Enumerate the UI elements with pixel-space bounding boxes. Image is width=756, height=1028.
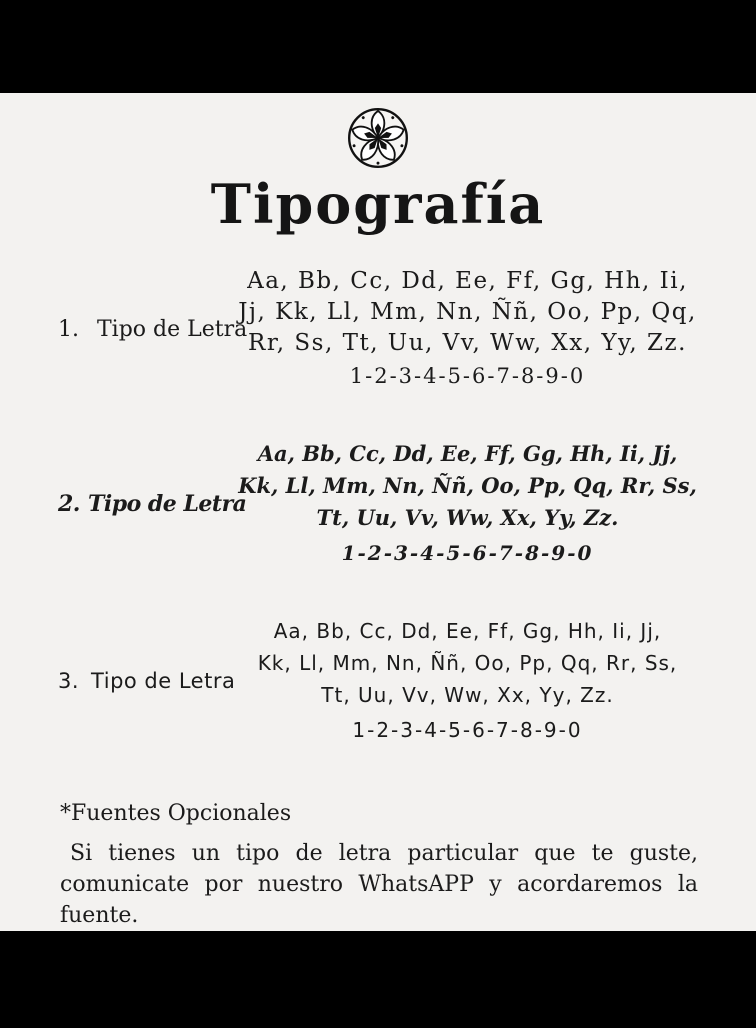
font-option-1-label-text: Tipo de Letra	[97, 316, 248, 342]
optional-fonts-note	[0, 798, 756, 931]
font-option-1-label	[0, 316, 248, 342]
alphabet-line: Jj, Kk, Ll, Mm, Nn, Ññ, Oo, Pp, Qq,	[238, 299, 697, 325]
flower-emblem-icon	[346, 106, 410, 170]
font-option-3-sample	[205, 615, 756, 746]
footnote-body: Si tienes un tipo de letra particular que te guste, comunicate por nuestro WhatsAPP y acordaremos la fuente.	[60, 841, 698, 928]
numbers-line: 1-2-3-4-5-6-7-8-9-0	[341, 541, 594, 565]
bottom-black-bar	[0, 931, 756, 1028]
page-title: Tipografía	[210, 172, 546, 236]
font-option-1	[0, 266, 756, 392]
font-option-1-number: 1.	[58, 316, 79, 342]
font-option-2-sample	[205, 438, 756, 569]
numbers-line: 1-2-3-4-5-6-7-8-9-0	[352, 718, 583, 742]
alphabet-line: Aa, Bb, Cc, Dd, Ee, Ff, Gg, Hh, Ii, Jj,	[273, 619, 662, 643]
alphabet-line: Kk, Ll, Mm, Nn, Ññ, Oo, Pp, Qq, Rr, Ss,	[257, 651, 678, 675]
footnote-heading: *Fuentes Opcionales	[60, 801, 292, 826]
alphabet-line: Rr, Ss, Tt, Uu, Vv, Ww, Xx, Yy, Zz.	[248, 330, 687, 356]
font-option-3-label	[0, 668, 236, 693]
top-black-bar	[0, 0, 756, 93]
alphabet-line: Tt, Uu, Vv, Ww, Xx, Yy, Zz.	[321, 683, 614, 707]
font-option-1-sample	[205, 266, 756, 392]
font-options-list	[0, 266, 756, 792]
content-area	[0, 93, 756, 931]
font-option-2	[0, 438, 756, 569]
alphabet-line: Kk, Ll, Mm, Nn, Ññ, Oo, Pp, Qq, Rr, Ss,	[238, 473, 697, 498]
font-option-3-label-text: Tipo de Letra	[91, 668, 236, 693]
alphabet-line: Aa, Bb, Cc, Dd, Ee, Ff, Gg, Hh, Ii,	[247, 268, 688, 294]
font-option-2-label-text: Tipo de Letra	[87, 490, 247, 517]
font-option-3	[0, 615, 756, 746]
font-option-2-number: 2.	[58, 490, 80, 517]
font-option-3-number: 3.	[58, 668, 80, 693]
numbers-line: 1-2-3-4-5-6-7-8-9-0	[349, 364, 586, 388]
font-option-2-label	[0, 490, 247, 517]
alphabet-line: Aa, Bb, Cc, Dd, Ee, Ff, Gg, Hh, Ii, Jj,	[257, 441, 678, 466]
alphabet-line: Tt, Uu, Vv, Ww, Xx, Yy, Zz.	[316, 505, 619, 530]
